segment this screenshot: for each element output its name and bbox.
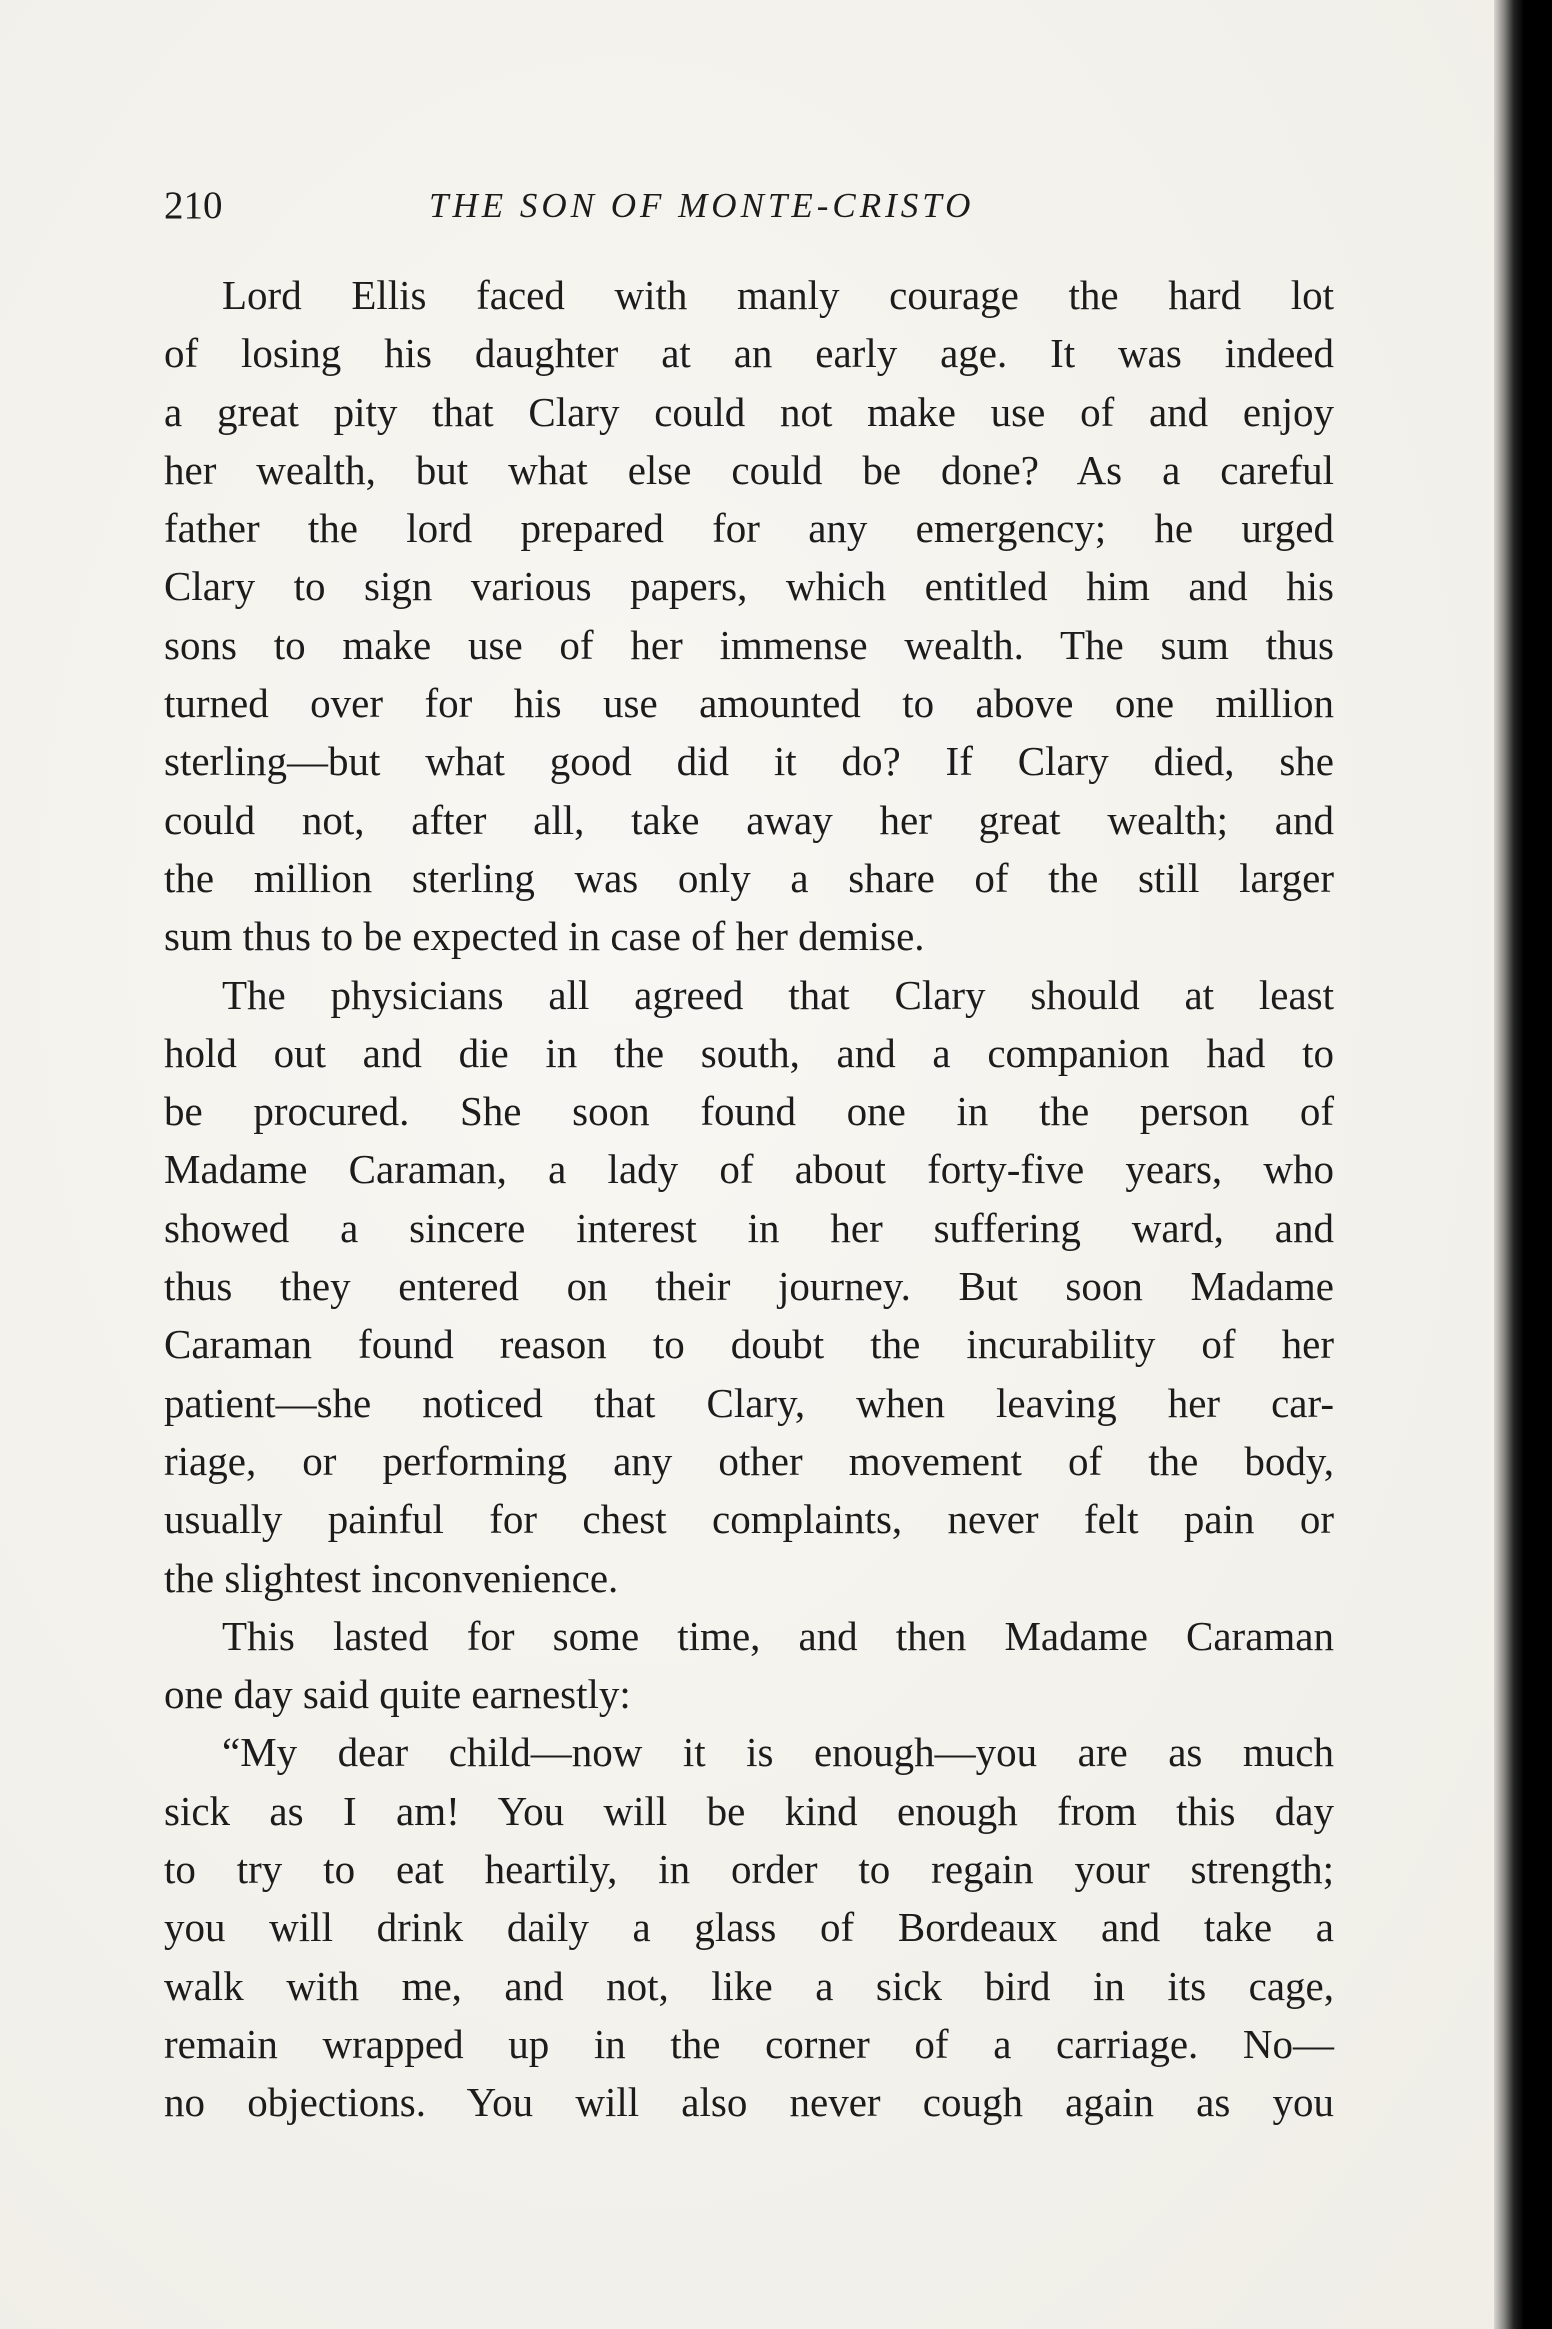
book-binding-edge — [1494, 0, 1552, 2329]
text-line: of losing his daughter at an early age. It was indeed — [164, 330, 1334, 377]
text-line: no objections. You will also never cough again as you — [164, 2079, 1334, 2126]
text-line: hold out and die in the south, and a companion had to — [164, 1029, 1334, 1076]
text-line: walk with me, and not, like a sick bird in its cage, — [164, 1962, 1334, 2009]
text-line: sick as I am! You will be kind enough from this day — [164, 1787, 1334, 1834]
page-header — [164, 183, 1334, 243]
text-line: riage, or performing any other movement of the body, — [164, 1437, 1334, 1484]
text-line: turned over for his use amounted to above one million — [164, 680, 1334, 727]
text-line: Lord Ellis faced with manly courage the hard lot — [222, 272, 1334, 318]
text-line: patient—she noticed that Clary, when leaving her car- — [164, 1379, 1334, 1426]
paragraph — [164, 1607, 1334, 1724]
text-line: remain wrapped up in the corner of a carriage. No— — [164, 2020, 1334, 2067]
text-line: thus they entered on their journey. But soon Madame — [164, 1263, 1334, 1310]
text-line: usually painful for chest complaints, never felt pain or — [164, 1496, 1334, 1543]
paragraph — [164, 1723, 1334, 2131]
page-body — [164, 266, 1334, 2132]
text-line: a great pity that Clary could not make use of and enjoy — [164, 388, 1334, 435]
text-line: Clary to sign various papers, which entitled him and his — [164, 563, 1334, 610]
text-line: sons to make use of her immense wealth. The sum thus — [164, 621, 1334, 668]
text-line: her wealth, but what else could be done? As a careful — [164, 446, 1334, 493]
text-line: could not, after all, take away her great wealth; and — [164, 796, 1334, 843]
text-line: father the lord prepared for any emergency; he urged — [164, 505, 1334, 552]
text-line: “My dear child—now it is enough—you are as much — [222, 1729, 1334, 1776]
text-line: Caraman found reason to doubt the incurability of her — [164, 1321, 1334, 1368]
text-line: you will drink daily a glass of Bordeaux and take a — [164, 1904, 1334, 1951]
paragraph — [164, 266, 1334, 966]
text-line: The physicians all agreed that Clary should at least — [222, 971, 1334, 1018]
text-line: one day said quite earnestly: — [164, 1671, 631, 1718]
text-line: Madame Caraman, a lady of about forty-five years, who — [164, 1146, 1334, 1193]
text-line: be procured. She soon found one in the person of — [164, 1088, 1334, 1135]
text-line: the slightest inconvenience. — [164, 1554, 619, 1601]
text-line: to try to eat heartily, in order to regain your strength; — [164, 1846, 1334, 1893]
text-line: This lasted for some time, and then Madame Caraman — [222, 1612, 1334, 1659]
text-line: sterling—but what good did it do? If Clary died, she — [164, 738, 1334, 785]
page-number: 210 — [164, 184, 223, 227]
paragraph — [164, 966, 1334, 1607]
text-line: the million sterling was only a share of the still larger — [164, 854, 1334, 901]
text-line: sum thus to be expected in case of her demise. — [164, 913, 925, 960]
running-title: THE SON OF MONTE-CRISTO — [429, 186, 975, 225]
text-line: showed a sincere interest in her suffering ward, and — [164, 1204, 1334, 1251]
